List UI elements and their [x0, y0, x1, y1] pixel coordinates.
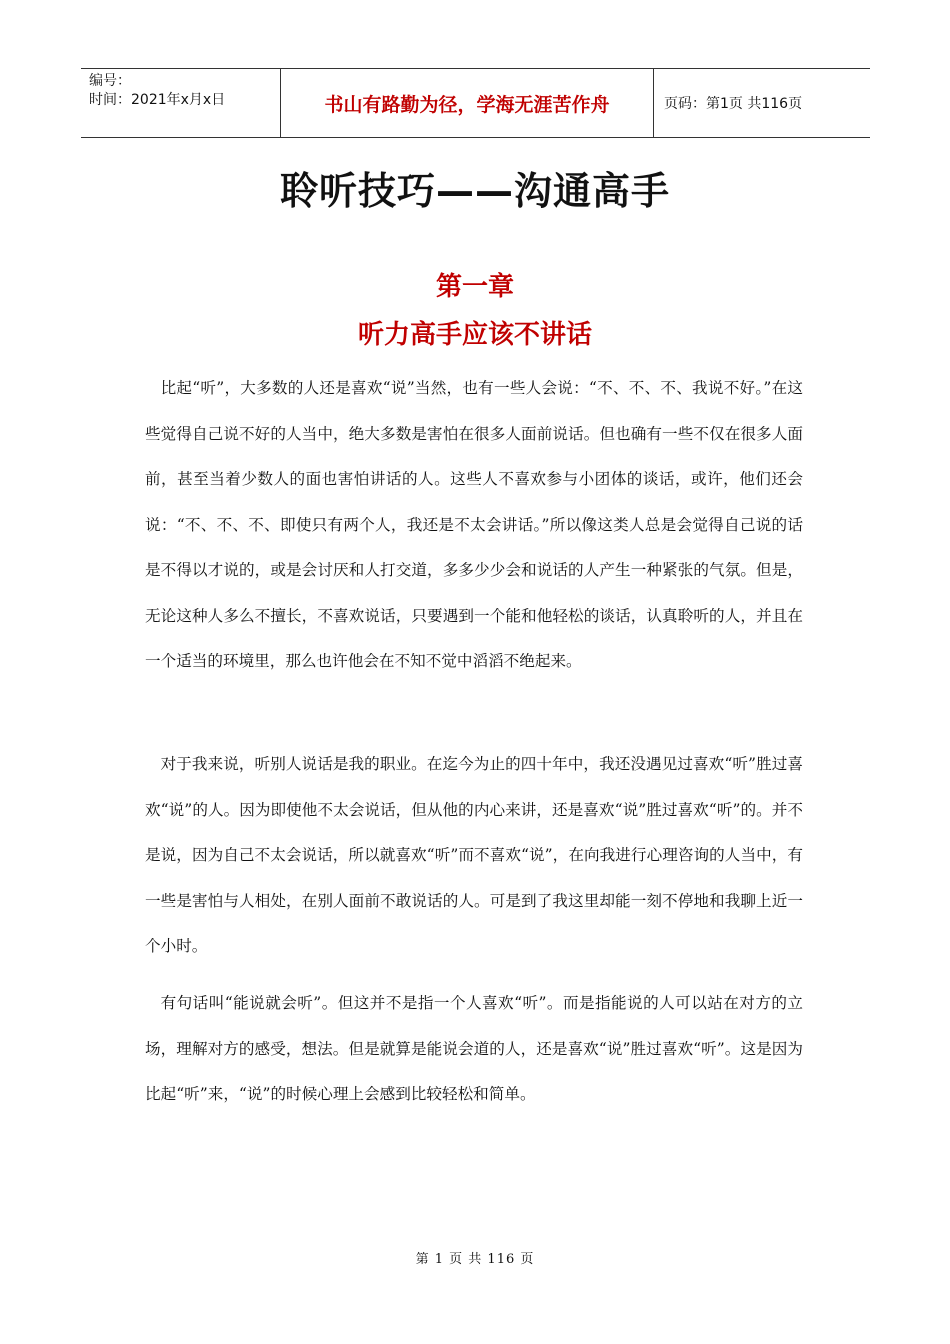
header-meta-cell	[81, 69, 281, 137]
paragraph: 比起“听”，大多数的人还是喜欢“说”当然，也有一些人会说：“不、不、不、我说不好。”在这些觉得自己说不好的人当中，绝大多数是害怕在很多人面前说话。但也确有一些不仅在很多人面前，甚至当着少数人的面也害怕讲话的人。这些人不喜欢参与小团体的谈话，或许，他们还会说：“不、不、不、即使只有两个人，我还是不太会讲话。”所以像这类人总是会觉得自己说的话是不得以才说的，或是会讨厌和人打交道，多多少少会和说话的人产生一种紧张的气氛。但是，无论这种人多么不擅长，不喜欢说话，只要遇到一个能和他轻松的谈话，认真聆听的人，并且在一个适当的环境里，那么也许他会在不知不觉中滔滔不绝起来。	[145, 379, 803, 670]
header-page-info: 页码：第1页 共116页	[664, 96, 803, 112]
paragraph: 有句话叫“能说就会听”。但这并不是指一个人喜欢“听”。而是指能说的人可以站在对方的立场，理解对方的感受，想法。但是就算是能说会道的人，还是喜欢“说”胜过喜欢“听”。这是因为比起“听”来，“说”的时候心理上会感到比较轻松和简单。	[145, 994, 803, 1103]
paragraph: 对于我来说，听别人说话是我的职业。在迄今为止的四十年中，我还没遇见过喜欢“听”胜过喜欢“说”的人。因为即使他不太会说话，但从他的内心来讲，还是喜欢“说”胜过喜欢“听”的。并不是说，因为自己不太会说话，所以就喜欢“听”而不喜欢“说”，在向我进行心理咨询的人当中，有一些是害怕与人相处，在别人面前不敢说话的人。可是到了我这里却能一刻不停地和我聊上近一个小时。	[145, 755, 803, 955]
time-label: 时间：2021年x月x日	[89, 92, 226, 108]
chapter-title: 听力高手应该不讲话	[357, 320, 592, 350]
header-motto: 书山有路勤为径，学海无涯苦作舟	[281, 69, 654, 137]
document-title: 聆听技巧——沟通高手	[279, 169, 670, 213]
document-header	[81, 68, 870, 138]
page-footer: 第 1 页 共 116 页	[415, 1252, 535, 1267]
chapter-number: 第一章	[435, 272, 514, 302]
number-label: 编号：	[89, 73, 131, 89]
